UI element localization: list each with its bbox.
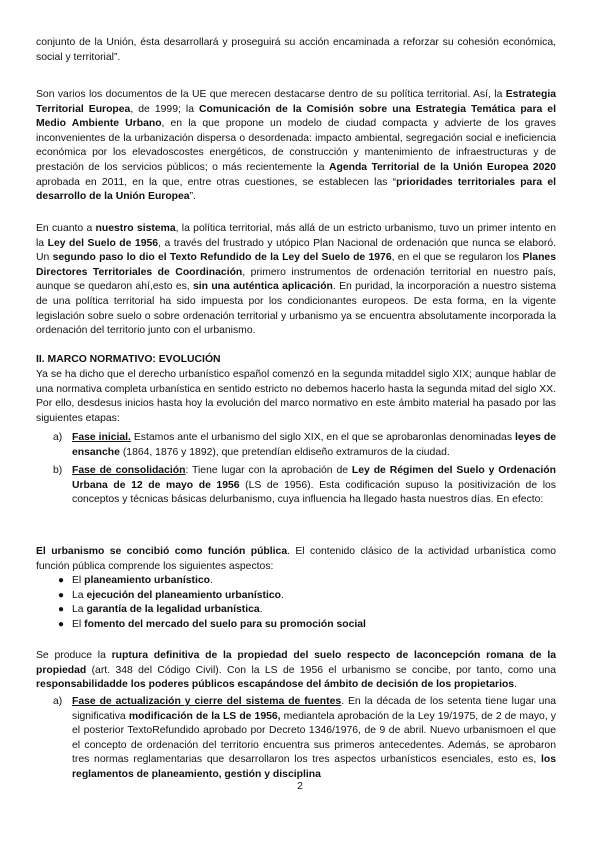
text: : Tiene lugar con la aprobación de (185, 465, 352, 477)
bold-text: Planes Directores Territoriales de Coordinación (36, 252, 556, 278)
paragraph-cohesion (36, 36, 556, 65)
text: Ya se ha dicho que el derecho urbanístico español comenzó en la segunda mitaddel siglo XIX; aunque hablar de una normativa completa urbanística en sentido estricto no debemos hacerlo hasta la segunda mitad del siglo XX. Por ello, desdesus inicios hasta hoy la evolución del marco normativo en este ámbito material ha pasado por las siguientes etapas: (36, 369, 556, 424)
text: (LS de 1956). Esta codificación supuso la positivización de los conceptos y técnicas básicas delurbanismo, cuya influencia ha llegado hasta nuestros días. En efecto: (72, 479, 556, 506)
text: . (259, 604, 263, 616)
bold-text: Comunicación de la Comisión sobre una Estrategia Temática para el Medio Ambiente Urbano (36, 103, 556, 130)
text: . El contenido clásico de la actividad urbanística como función pública comprende los siguientes aspectos: (36, 546, 556, 572)
bold-text: modificación de la LS de 1956, (128, 710, 281, 722)
text: Estamos ante el urbanismo del siglo XIX, en el que se aprobaronlas denominadas (130, 432, 515, 443)
list-marker: a) (53, 432, 63, 443)
bullet-icon: ● (58, 575, 65, 586)
aspects-bullet-list (36, 574, 556, 632)
bullet-icon: ● (58, 589, 65, 601)
paragraph-evolution (36, 368, 556, 426)
bold-text: ejecución del planeamiento urbanístico (86, 589, 282, 601)
list-item (36, 695, 556, 783)
text: . En puridad, la incorporación a nuestro sistema de una política territorial ha sido impuesta por los condicionantes europeos. De esta forma, en la vigente legislación sobre suelo o sobre ordenación territorial y urbanismo ya se encuentra absolutamente incorporada la ordenación del territorio junto con el urbanismo. (36, 281, 556, 337)
text: ”. (189, 191, 196, 203)
underlined-bold-text: Fase inicial. (72, 432, 131, 443)
bold-text: sin una auténtica aplicación (193, 281, 333, 293)
bold-text: planeamiento urbanístico (84, 575, 211, 586)
page-number: 2 (297, 781, 303, 792)
text: , primero instrumentos de ordenación territorial en nuestro país, aunque se quedaron ahí,esto es, (36, 266, 556, 293)
underlined-bold-text: Fase de actualización y cierre del sistema de fuentes (72, 696, 342, 707)
text: . (210, 575, 213, 586)
bold-text: garantía de la legalidad urbanística (86, 604, 260, 616)
phases-list (36, 431, 556, 512)
paragraph-eu-documents (36, 88, 556, 205)
text: Se produce la (36, 650, 112, 661)
text: (1864, 1876 y 1892), que pretendían eldiseño extramuros de la ciudad. (119, 446, 450, 458)
text: El (72, 575, 85, 586)
bold-text: los reglamentos de planeamiento, gestión y disciplina (72, 754, 556, 780)
text: . (514, 679, 517, 691)
bold-text: fomento del mercado del suelo para su promoción social (84, 618, 366, 630)
section-heading: II. MARCO NORMATIVO: EVOLUCIÓN (36, 354, 221, 365)
text: , a través del frustrado y utópico Plan Nacional de ordenación que nunca se elaboró. Un (36, 237, 556, 264)
bullet-icon: ● (58, 618, 65, 630)
bold-text: responsabilidadde los poderes públicos escapándose del ámbito de decisión de los propietarios (36, 679, 515, 691)
text: La (72, 589, 87, 601)
paragraph-rupture (36, 649, 556, 693)
text: mediantela aprobación de la Ley 19/1975, de 2 de mayo, y el posterior TextoRefundido aprobado por Decreto 1346/1976, de 9 de abril. Nuevo urbanismoen el que el concepto de ordenación del territorio encuentra sus primeros antecedentes. Además, se aprobaron tres normas reglamentarias que desarrollaron los tres aspectos urbanísticos esenciales, esto es, (72, 710, 557, 766)
list-marker: b) (53, 465, 63, 477)
bold-text: prioridades territoriales para el desarrollo de la Unión Europea (36, 176, 556, 203)
text: . En la década de los setenta tiene lugar una significativa (72, 696, 556, 722)
list-item (36, 431, 556, 460)
bullet-item (36, 618, 556, 633)
bold-text: leyes de ensanche (72, 432, 557, 458)
bullet-icon: ● (58, 604, 65, 616)
bold-text: ruptura definitiva de la propiedad del suelo respecto de laconcepción romana de la propiedad (36, 650, 556, 676)
text: En cuanto a (36, 223, 96, 234)
text: . (281, 589, 284, 601)
text: , la política territorial, más allá de un estricto urbanismo, tuvo un primer intento en la (36, 223, 556, 249)
bold-text: El urbanismo se concibió como función pública (36, 546, 288, 557)
bold-text: segundo paso lo dio el Texto Refundido de la Ley del Suelo de 1976 (52, 252, 392, 264)
text: aprobada en 2011, en la que, entre otras cuestiones, se establecen las “ (36, 176, 397, 188)
bullet-item (36, 589, 556, 604)
text: El (72, 618, 85, 630)
text: (art. 348 del Código Civil). Con la LS de 1956 el urbanismo se concibe, por tanto, como una (86, 664, 556, 676)
list-item (36, 464, 556, 508)
text: La (72, 604, 87, 616)
text: , en el que se regularon los (391, 252, 523, 264)
paragraph-our-system (36, 222, 556, 339)
text: , de 1999; la (130, 103, 200, 115)
list-marker: a) (53, 696, 63, 707)
bold-text: Agenda Territorial de la Unión Europea 2020 (328, 161, 556, 173)
bold-text: Estrategia Territorial Europea (36, 89, 556, 115)
text: , en la que propone un modelo de ciudad compacta y advierte de los graves inconvenientes de la urbanización dispersa o desordenada: impacto ambiental, segregación social e ineficiencia económica por los elevadoscostes energéticos, de construcción y mantenimiento de infraestructuras y de prestación de los servicios públicos; o más recientemente la (36, 118, 556, 173)
text: Son varios los documentos de la UE que merecen destacarse dentro de su política territorial. Así, la (36, 89, 506, 100)
bold-text: Ley del Suelo de 1956 (47, 237, 159, 249)
text: conjunto de la Unión, ésta desarrollará y proseguirá su acción encaminada a reforzar su cohesión económica, social y territorial”. (36, 37, 556, 63)
paragraph-public-function (36, 545, 556, 574)
bold-text: Ley de Régimen del Suelo y Ordenación Urbana de 12 de mayo de 1956 (72, 465, 556, 491)
bold-text: nuestro sistema (95, 223, 176, 234)
update-phase-list (36, 695, 556, 787)
bullet-item (36, 603, 556, 618)
bullet-item (36, 574, 556, 589)
underlined-bold-text: Fase de consolidación (72, 465, 186, 477)
